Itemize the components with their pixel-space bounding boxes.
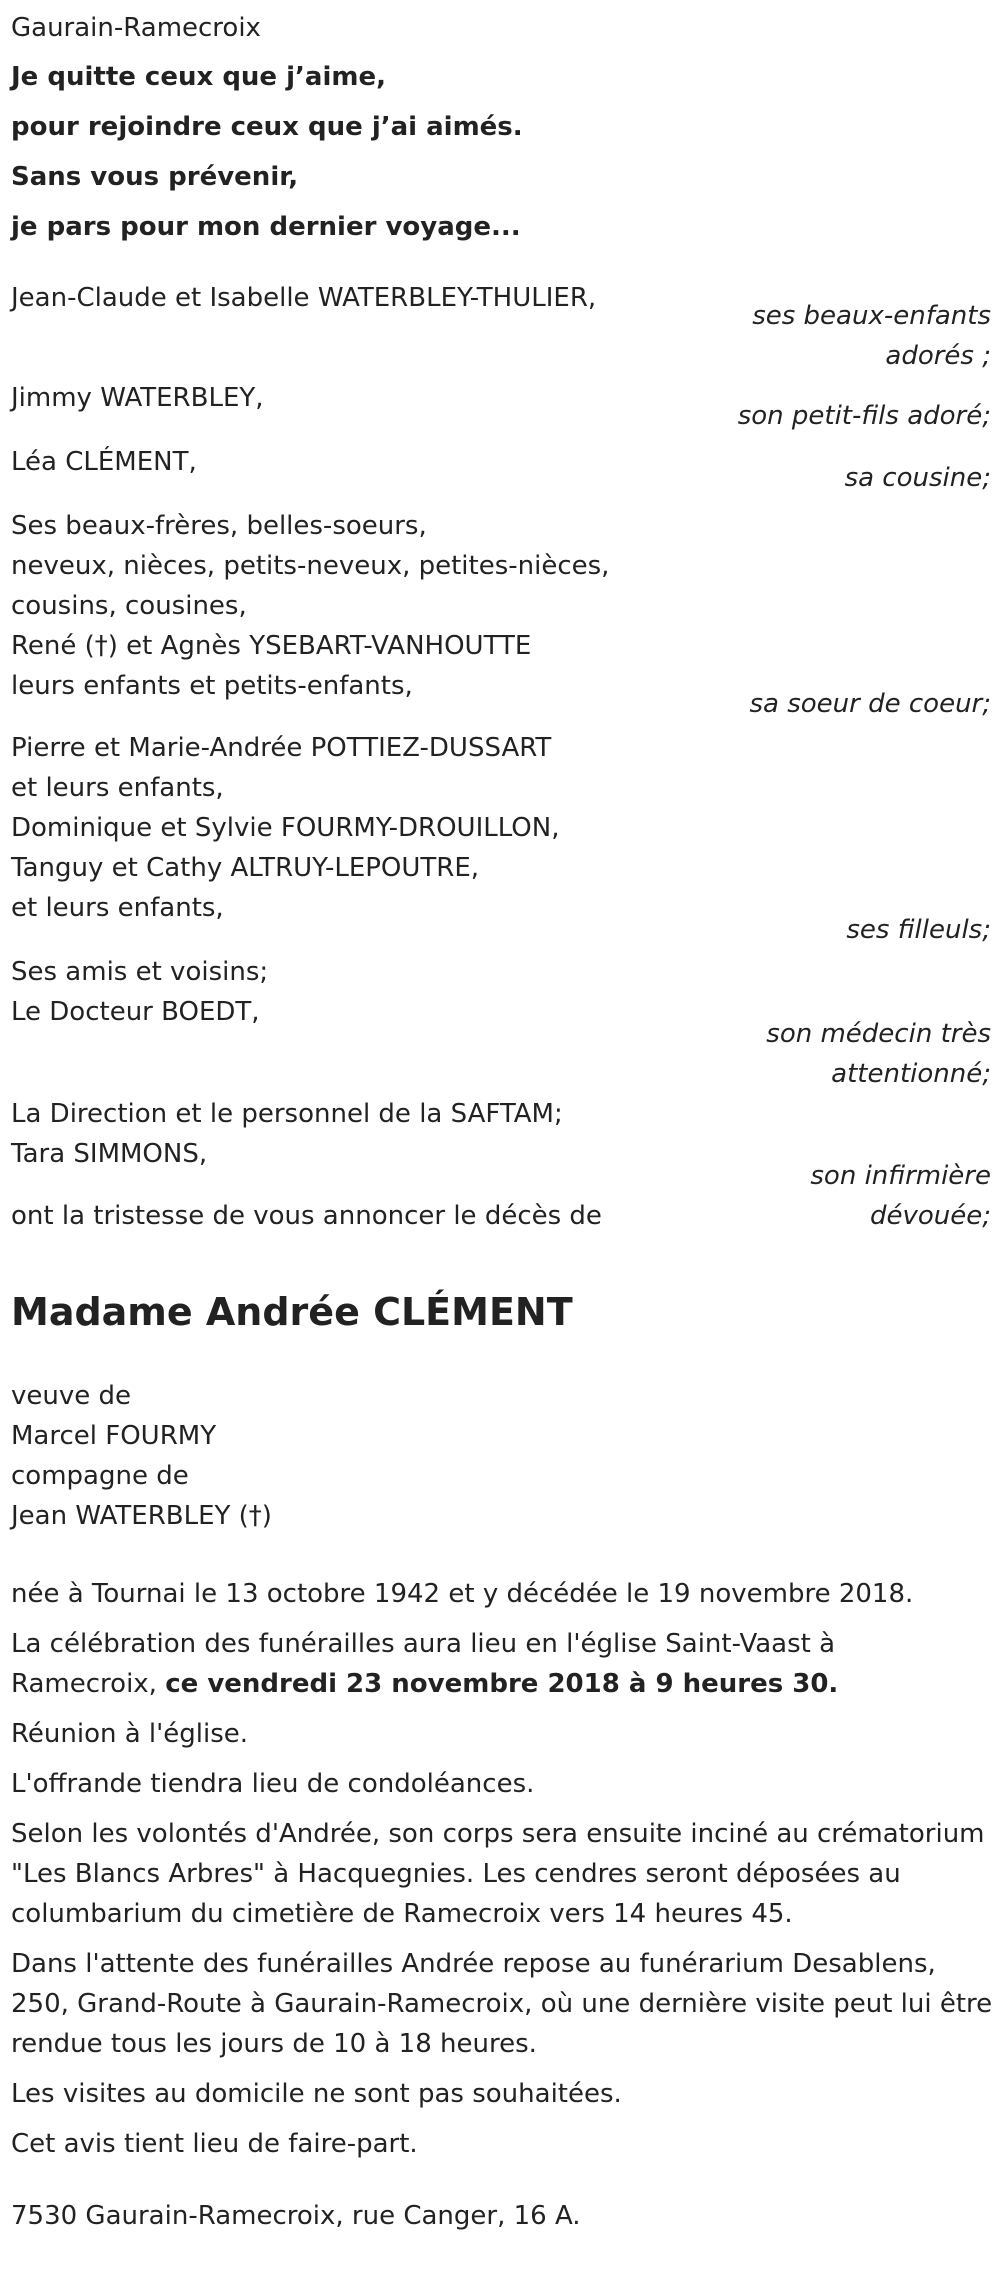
- family-name: Léa CLÉMENT,: [11, 447, 197, 477]
- family-line: Le Docteur BOEDT,: [11, 997, 260, 1027]
- cremation-paragraph: Selon les volontés d'Andrée, son corps sera ensuite inciné au crématorium "Les Blancs Arbres" à Hacquegnies. Les cendres seront déposées au columbarium du cimetière de Ramecroix vers 14 heures 45.: [11, 1819, 985, 1929]
- family-group: [11, 952, 991, 1094]
- family-line: Tanguy et Cathy ALTRUY-LEPOUTRE,: [11, 853, 480, 883]
- family-line: Ses amis et voisins;: [11, 957, 269, 987]
- deceased-relations: [11, 1376, 991, 1536]
- poem-line: pour rejoindre ceux que j’ai aimés.: [11, 112, 523, 142]
- poem: [11, 52, 991, 252]
- family-role-line: dévouée;: [869, 1201, 991, 1231]
- family-role: sa cousine;: [844, 463, 991, 493]
- family-role: [691, 1156, 991, 1236]
- funeral-details: [11, 1574, 991, 2236]
- family-role-line: son médecin très: [766, 1019, 991, 1049]
- family-group: [11, 1094, 991, 1244]
- town-name: Gaurain-Ramecroix: [11, 13, 261, 43]
- poem-line: je pars pour mon dernier voyage...: [11, 212, 521, 242]
- visits-line: Les visites au domicile ne sont pas souhaitées.: [11, 2079, 622, 2109]
- family-role: sa soeur de coeur;: [749, 689, 991, 719]
- ceremony-date: ce vendredi 23 novembre 2018 à 9 heures 30.: [165, 1669, 839, 1699]
- family-role-line: attentionné;: [831, 1059, 991, 1089]
- family-group: [11, 378, 991, 436]
- relation-line: Marcel FOURMY: [11, 1421, 217, 1451]
- family-line: cousins, cousines,: [11, 591, 247, 621]
- family-group: [11, 728, 991, 950]
- family-role: [691, 1014, 991, 1094]
- poem-line: Sans vous prévenir,: [11, 162, 299, 192]
- ceremony-text: La célébration des funérailles aura lieu en l'église Saint-Vaast à Ramecroix,: [11, 1629, 836, 1699]
- family-line: Ses beaux-frères, belles-soeurs,: [11, 511, 427, 541]
- family-name: Jean-Claude et Isabelle WATERBLEY-THULIER,: [11, 283, 597, 313]
- family-role-line: ses beaux-enfants: [752, 301, 991, 331]
- family-role: son petit-fils adoré;: [737, 401, 991, 431]
- family-line: et leurs enfants,: [11, 893, 224, 923]
- family-line: René (†) et Agnès YSEBART-VANHOUTTE: [11, 631, 532, 661]
- relation-line: veuve de: [11, 1381, 132, 1411]
- family-role-line: adorés ;: [885, 341, 991, 371]
- family-group: [11, 506, 991, 724]
- obituary: [11, 8, 991, 2246]
- family-line: neveux, nièces, petits-neveux, petites-nièces,: [11, 551, 610, 581]
- family-role: ses filleuls;: [846, 915, 991, 945]
- family-line: leurs enfants et petits-enfants,: [11, 671, 413, 701]
- family-line: Pierre et Marie-Andrée POTTIEZ-DUSSART: [11, 733, 552, 763]
- reunion-line: Réunion à l'église.: [11, 1719, 249, 1749]
- family-group: [11, 278, 991, 370]
- ceremony-paragraph: [11, 1624, 871, 1704]
- family-name: Jimmy WATERBLEY,: [11, 383, 264, 413]
- notice-line: Cet avis tient lieu de faire-part.: [11, 2129, 418, 2159]
- address-line: 7530 Gaurain-Ramecroix, rue Canger, 16 A.: [11, 2201, 581, 2231]
- relation-line: compagne de: [11, 1461, 189, 1491]
- family-group: [11, 442, 991, 498]
- birth-death-line: née à Tournai le 13 octobre 1942 et y décédée le 19 novembre 2018.: [11, 1579, 914, 1609]
- funerarium-paragraph: Dans l'attente des funérailles Andrée repose au funérarium Desablens, 250, Grand-Route à Gaurain-Ramecroix, où une dernière visite peut lui être rendue tous les jours de 10 à 18 heures.: [11, 1949, 993, 2059]
- family-line: La Direction et le personnel de la SAFTAM;: [11, 1099, 563, 1129]
- relation-line: Jean WATERBLEY (†): [11, 1501, 272, 1531]
- announcement: ont la tristesse de vous annoncer le décès de: [11, 1201, 602, 1231]
- family-line: Tara SIMMONS,: [11, 1139, 208, 1169]
- deceased-name: Madame Andrée CLÉMENT: [11, 1290, 573, 1334]
- family-role-line: son infirmière: [810, 1161, 991, 1191]
- family-line: Dominique et Sylvie FOURMY-DROUILLON,: [11, 813, 560, 843]
- family-line: et leurs enfants,: [11, 773, 224, 803]
- family-role: [691, 296, 991, 376]
- poem-line: Je quitte ceux que j’aime,: [11, 62, 386, 92]
- offrande-line: L'offrande tiendra lieu de condoléances.: [11, 1769, 535, 1799]
